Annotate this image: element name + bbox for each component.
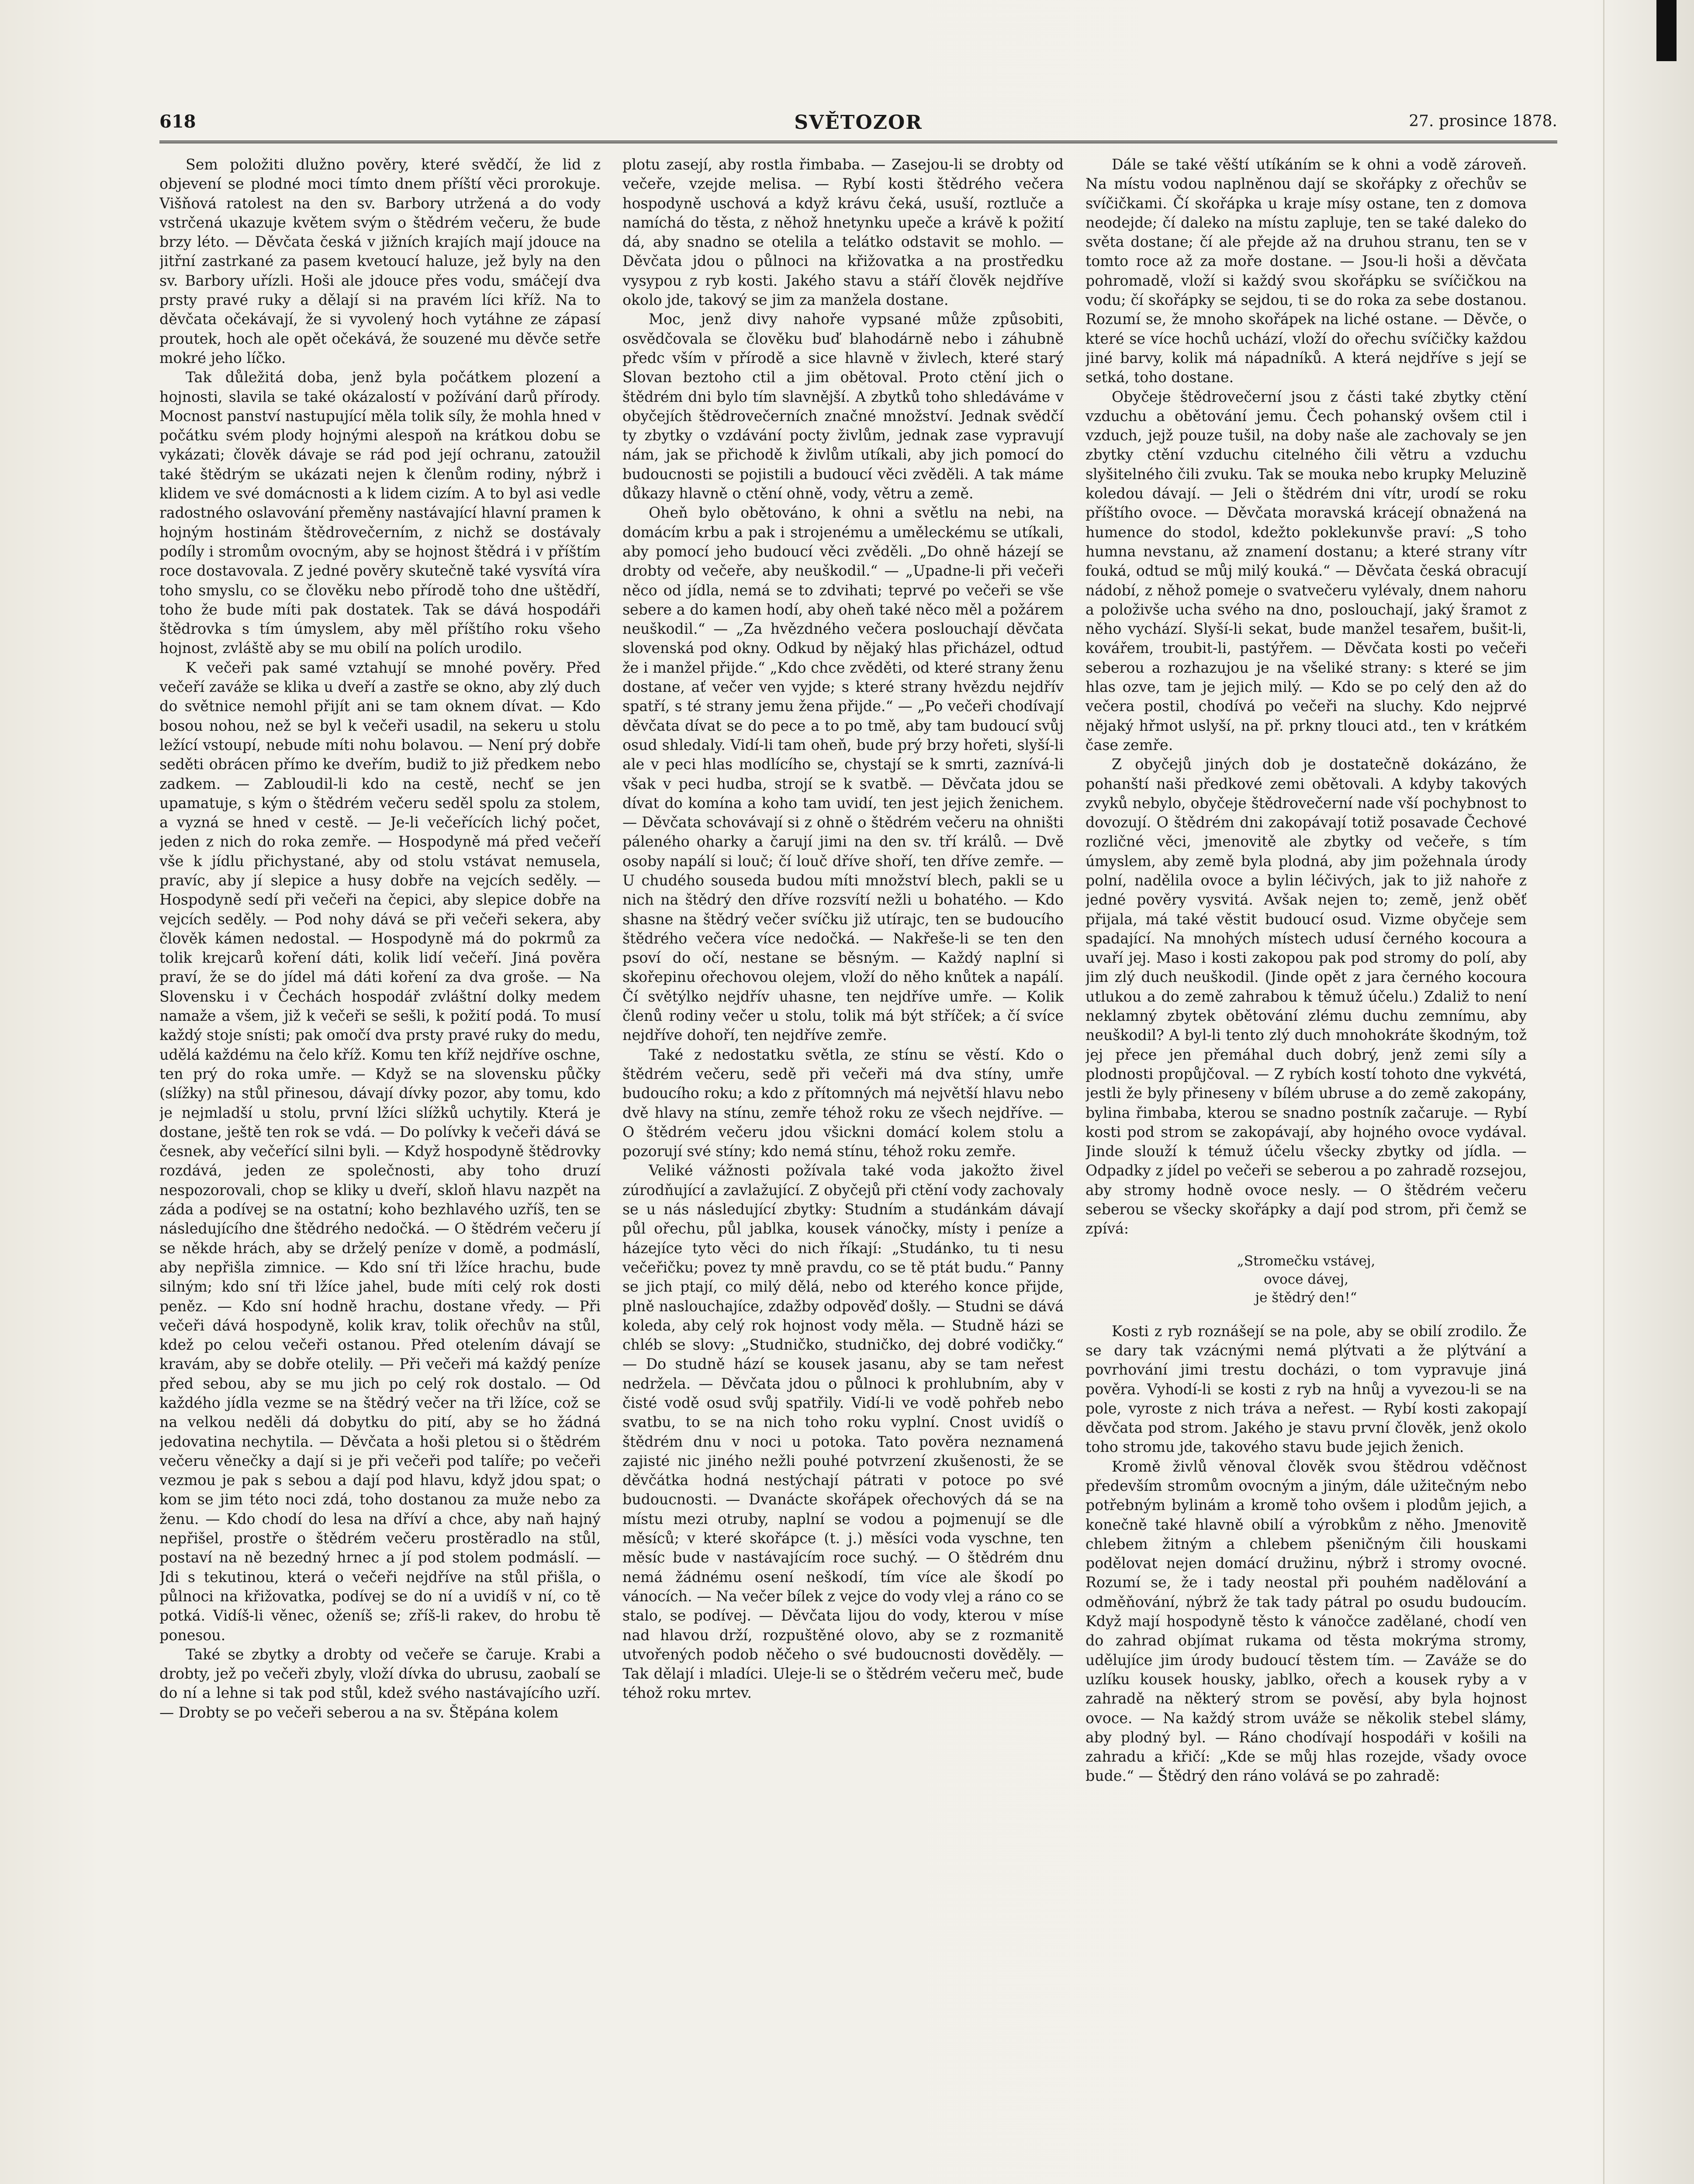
paragraph: Kromě živlů věnoval člověk svou štědrou vděčnost především stromům ovocným a jiným, dále užitečným nebo potřebným bylinám a kromě toho ovšem i plodům jejich, a konečně také hlavně obilí a výrobkům z něho. Jmenovitě chlebem žitným a chlebem pšeničným čili houskami podělovat nejen domácí družinu, nýbrž i stromy ovocné. Rozumí se, že i tady neostal při pouhém nadělování a odměňování, nýbrž že tak tady pátral po osudu budoucím. Když mají hospodyně těsto k vánočce zadělané, chodí ven do zahrad objímat rukama od těsta mokrýma stromy, udělujíce jim úrody budoucí těstem tím. — Zaváže se do uzlíku kousek housky, jablko, ořech a kousek ryby a v zahradě na některý strom se pověsí, aby byla hojnost ovoce. — Na každý strom uváže se několik stebel slámy, aby plodný byl. — Ráno chodívají hospodáři v košili na zahradu a křičí: „Kde se můj hlas rozejde, všady ovoce bude.“ — Štědrý den ráno volává se po zahradě: (1086, 1458, 1527, 1785)
verse-line: ovoce dávej, (1263, 1271, 1349, 1287)
paragraph: Z obyčejů jiných dob je dostatečně dokázáno, že pohanští naši předkové zemi obětovali. A kdyby takových zvyků nebylo, obyčeje štědrovečerní nade vší pochybnost to dovozují. O štědrém dni zakopávají totiž posavade Čechové rozličné věci, jmenovitě ale zbytky od večeře, s tím úmyslem, aby země byla plodná, aby jim požehnala úrody polní, nadělila ovoce a bylin léčivých, jak to již nahoře z jedné pověry vysvitá. Avšak nejen to; země, jenž oběť přijala, má také věstit budoucí osud. Vizme obyčeje sem spadající. Na mnohých místech udusí černého kocoura a uvaří jej. Maso i kosti zakopou pak pod stromy do polí, aby jim zlý duch neuškodil. (Jinde opět z jara černého kocoura utlukou a do země zahrabou k těmuž účelu.) Zdaliž to není neklamný zbytek obětování zlému duchu zemnímu, aby neuškodil? A byl-li tento zlý duch mnohokráte škodným, tož jej přece jen přemáhal duch dobrý, jenž zemi síly a plodnosti propůjčoval. — Z rybích kostí tohoto dne vykvétá, jestli že byly přineseny v bílém ubruse a do země zakopány, bylina řimbaba, kterou se snadno postník začaruje. — Rybí kosti pod strom se zakopávají, aby hojného ovoce vydával. Jinde slouží k témuž účelu všecky zbytky od jídla. — Odpadky z jídel po večeři se seberou a po zahradě rozsejou, aby stromy hodně ovoce nesly. — O štědrém večeru seberou se všecky skořápky a dají pod strom, při čemž se zpívá: (1086, 756, 1527, 1237)
verse-line: „Stromečku vstávej, (1237, 1253, 1376, 1269)
scan-marker (1656, 0, 1677, 61)
journal-title: SVĚTOZOR (794, 111, 923, 134)
paragraph: Také se zbytky a drobty od večeře se čaruje. Krabi a drobty, jež po večeři zbyly, vloží dívka do ubrusu, zaobalí se do ní a lehne si tak pod stůl, kdež svého nastávajícího uzří. — Drobty se po večeři seberou a na sv. Štěpána kolem (159, 1645, 601, 1721)
paragraph: Dále se také věští utíkáním se k ohni a vodě zároveň. Na místu vodou naplněnou dají se skořápky z ořechův se svíčičkami. Čí skořápka u kraje mísy ostane, ten z domova neodejde; čí daleko na místu zapluje, ten se také daleko do světa dostane; čí ale přejde až na druhou stranu, ten se v tomto roce až za moře dostane. — Jsou-li hoši a děvčata pohromadě, vloží si každý svou skořápku se svíčičkou na vodu; čí skořápky se sejdou, ti se do roka za sebe dostanou. Rozumí se, že mnoho skořápek na liché ostane. — Děvče, o které se více hochů uchází, vloží do ořechu svíčičky každou jiné barvy, kolik má nápadníků. A která nejdříve s její se setká, toho dostane. (1086, 156, 1527, 386)
paragraph: Moc, jenž divy nahoře vypsané může způsobiti, osvědčovala se člověku buď blahodárně nebo i záhubně předc vším v přírodě a sice hlavně v živlech, které starý Slovan beztoho ctil a jim obětoval. Proto ctění jich o štědrém dni bylo tím slavnější. A zbytků toho shledáváme v obyčejích štědrovečerních značné množství. Jednak svědčí ty zbytky o vzdávání pocty živlům, jednak zase vypravují nám, jak se přichodě k živlům utíkali, aby jich pomocí do budoucnosti se pojistili a budoucí věci zvěděli. A tak máme důkazy hlavně o ctění ohně, vody, větru a země. (622, 311, 1064, 502)
song-verse (1086, 1252, 1527, 1307)
paragraph: Sem položiti dlužno pověry, které svědčí, že lid z objevení se plodné moci tímto dnem příští věci prorokuje. Višňová ratolest na den sv. Barbory utržená a do vody vstrčená ukazuje květem svým o štědrém večeru, že bude brzy léto. — Děvčata česká v jižních krajích mají jdouce na jitřní zastrkané za pasem kvetoucí haluze, jež byly na den sv. Barbory uřízli. Hoši ale jdouce přes vodu, smáčejí dva prsty pravé ruky a dělají si na pravém líci kříž. Na to děvčata očekávají, že si vyvolený hoch vytáhne ze zápasí proutek, hoch ale opět očekává, že souzené mu děvče setře mokré jeho líčko. (159, 156, 601, 366)
paragraph: Veliké vážnosti požívala také voda jakožto živel zúrodňující a zavlažující. Z obyčejů při ctění vody zachovaly se u nás následující zbytky: Studním a studánkám dávají půl ořechu, půl jablka, kousek vánočky, místy i peníze a házejíce tyto věci do nich říkají: „Studánko, tu ti nesu večeřičku; povez ty mně pravdu, co se tě ptát budu.“ Panny se jich ptají, co milý dělá, nebo od kterého konce přijde, plně naslouchajíce, zdažby odpověď došly. — Studni se dává koleda, aby celý rok hojnost vody měla. — Studně házi se chléb se slovy: „Studničko, studničko, dej dobré vodičky.“ — Do studně hází se kousek jasanu, aby se tam neřest nedržela. — Děvčata jdou o půlnoci k prohlubním, aby v čisté vodě osud svůj spatřily. Vidí-li ve vodě pohřeb nebo svatbu, to se na nich toho roku vyplní. Cnost uvidíš o štědrém dnu v noci u potoka. Tato pověra neznamená zajisté nic jiného nežli pouhé potvrzení zkušenosti, že se děvčátka hodná nestýchají pátrati v potoce po své budoucnosti. — Dvanácte skořápek ořechových dá se na místu mezi otruby, naplní se vodou a pojmenují se dle měsíců; v které skořápce (t. j.) měsíci voda vyschne, ten měsíc bude v nastávajícím roce suchý. — O štědrém dnu nemá žádnému osení neškodí, tím více ale škodí po vánocích. — Na večer bílek z vejce do vody vlej a ráno co se stalo, se podívej. — Děvčata lijou do vody, kterou v míse nad hlavou drží, rozpuštěné olovo, aby se z rozmanitě utvořených podob něčeho o své budoucnosti dověděly. — Tak dělají i mladíci. Uleje-li se o štědrém večeru meč, bude téhož roku mrtev. (622, 1162, 1064, 1702)
paragraph: Oheň bylo obětováno, k ohni a světlu na nebi, na domácím krbu a pak i strojenému a uměleckému se utíkali, aby pomocí jeho budoucí věci zvěděli. „Do ohně házejí se drobty od večeře, aby neuškodil.“ — „Upadne-li při večeři něco od jídla, nemá se to zdvihati; teprvé po večeři se vše sebere a do kamen hodí, aby oheň také něco měl a požárem neuškodil.“ — „Za hvězdného večera poslouchají děvčata slovenská pod okny. Odkud by nějaký hlas přicházel, odtud že i manžel přijde.“ „Kdo chce zvěděti, od které strany ženu dostane, ať večer ven vyjde; s které strany hvězdu nejdřív spatří, s té strany jemu žena přijde.“ — „Po večeři chodívají děvčata dívat se do pece a to po tmě, aby tam budoucí svůj osud shledaly. Vidí-li tam oheň, bude prý brzy hořeti, slyší-li ale v peci hlas modlícího se, chystají se k smrti, zaznívá-li však v peci hudba, strojí se k svatbě. — Děvčata jdou se dívat do komína a koho tam uvidí, ten jest jejich ženichem. — Děvčata schovávají si z ohně o štědrém večeru na ohništi páleného oharky a čarují jimi na den sv. tří králů. — Dvě osoby napálí si louč; čí louč dříve shoří, ten dříve zemře. — U chudého souseda budou míti množství blech, pakli se u nich na štědrý den dříve rozsvítí nežli u bohatého. — Kdo shasne na štědrý večer svíčku již utírajc, ten se budoucího štědrého večera více nedočká. — Nakřeše-li se ten den psoví do očí, nestane se běsným. — Každý naplní si skořepinu ořechovou olejem, vloží do něho knůtek a napálí. Čí světýlko nejdřív uhasne, ten nejdříve umře. — Kolik členů rodiny večer u stolu, tolik má být stříček; a čí svíce nejdříve dohoří, ten nejdříve zemře. (622, 504, 1064, 1044)
paragraph: Také z nedostatku světla, ze stínu se věstí. Kdo o štědrém večeru, sedě při večeři má dva stíny, umře budoucího roku; a kdo z přítomných má největší hlavu nebo dvě hlavy na stínu, zemře téhož roku ze všech nejdříve. — O štědrém večeru jdou všickni domácí kolem stolu a pozorují své stíny; kdo nemá stínu, téhož roku zemře. (622, 1046, 1064, 1160)
column-1 (159, 155, 601, 2184)
paragraph: Tak důležitá doba, jenž byla počátkem plození a hojnosti, slavila se také okázalostí v požívání darů přírody. Mocnost panství nastupující měla tolik síly, že mohla hned v počátku svém plody hojnými alespoň na krátkou dobu se vykázati; člověk dávaje se rád pod její ochranu, zatoužil také štědrým se ukázati nejen k členům rodiny, nýbrž i klidem ve své domácnosti a k lidem cizím. A to byl asi vedle radostného oslavování přeměny nastávající hlavní pramen k hojným hostinám štědrovečerním, z nichž se dostávaly podíly i stromům ovocným, aby se hojnost štědrá i v příštím roce dostavovala. Z jedné pověry skutečně také vysvítá víra toho smyslu, co se člověku nebo přírodě toho dne uštědří, toho že bude míti pak dostatek. Tak se dává hospodáři štědrovka s tím úmyslem, aby měl příštího roku všeho hojnost, zvláště aby se mu obilí na polích urodilo. (159, 369, 601, 657)
page-header (159, 111, 1557, 138)
paragraph: Kosti z ryb roznášejí se na pole, aby se obilí zrodilo. Že se dary tak vzácnými nemá plýtvati a že plýtvání a povrhování jimi trestu docházi, o tom vypravuje jiná pověra. Vyhodí-li se kosti z ryb na hnůj a vyvezou-li se na pole, vyroste z nich tráva a neřest. — Rybí kosti zakopají děvčata pod strom. Jakého je stavu první člověk, jenž okolo toho stromu jde, takového stavu bude jejich ženich. (1086, 1322, 1527, 1456)
page-number: 618 (159, 111, 196, 132)
column-2 (622, 155, 1064, 2184)
paragraph: K večeři pak samé vztahují se mnohé pověry. Před večeří zaváže se klika u dveří a zastře se okno, aby zlý duch do světnice nemohl přijít ani se tam oknem dívat. — Kdo bosou nohou, než se byl k večeři usadil, na sekeru u stolu ležící vstoupí, nebude míti nohu bolavou. — Není prý dobře seděti obrácen přímo ke dveřím, budiž to již předkem nebo zadkem. — Zabloudil-li kdo na cestě, nechť se jen upamatuje, s kým o štědrém večeru seděl spolu za stolem, a vyzná se hned v cestě. — Je-li večeřících lichý počet, jeden z nich do roka zemře. — Hospodyně má před večeří vše k jídlu přichystané, aby od stolu vstávat nemusela, pravíc, aby jí slepice a husy dobře na vejcích seděly. — Hospodyně sedí při večeři na čepici, aby slepice dobře na vejcích seděly. — Pod nohy dává se při večeři sekera, aby člověk kámen nedostal. — Hospodyně má do pokrmů za tolik krejcarů koření dáti, kolik lidí večeří. Jiná pověra praví, že se do jídel má dáti koření za dva groše. — Na Slovensku i v Čechách hospodář zvláštní dolky medem namaže a všem, již k večeři se sešli, k požití podá. To musí každý stoje snísti; pak omočí dva prsty pravé ruky do medu, udělá každému na čelo kříž. Komu ten kříž nejdříve oschne, ten prý do roka umře. — Když se na slovensku půčky (slížky) na stůl přinesou, dávají dívky pozor, aby tomu, kdo je nejmladší u stolu, první lžíci slížků uchytily. Která je dostane, ještě ten rok se vdá. — Do polívky k večeři dává se česnek, aby večeřící silni byli. — Když hospodyně štědrovky rozdává, jeden ze společnosti, aby toho druzí nespozorovali, chop se kliky u dveří, skloň hlavu nazpět na záda a podívej se na ostatní; koho bezhlavého uzříš, ten se následujícího dne štědrého nedočká. — O štědrém večeru jí se někde hrách, aby se drželý peníze v domě, a podmáslí, aby nepřišla zimnice. — Kdo sní tři lžíce hrachu, bude silným; kdo sní tři lžíce jahel, bude míti celý rok dosti peněz. — Kdo sní hodně hrachu, dostane vředy. — Při večeři dává hospodyně, kolik krav, tolik ořechův na stůl, kdež po celou večeři ostanou. Před otelením dávají se kravám, aby se dobře otelily. — Při večeři má každý peníze před sebou, aby se mu jich po celý rok dostalo. — Od každého jídla vezme se na štědrý večer na tři lžíce, což se na velkou neděli dá dobytku do pití, aby se ho žádná jedovatina nechytila. — Děvčata a hoši pletou si o štědrém večeru věnečky a dají si je při večeři pod talíře; po večeři vezmou je pak s sebou a dají pod hlavu, když jdou spat; o kom se jim této noci zdá, toho dostanou za muže nebo za ženu. — Kdo chodí do lesa na dříví a chce, aby naň hajný nepřišel, prostře o štědrém večeru prostěradlo na stůl, postaví na ně bezedný hrnec a jí pod stolem podmáslí. — Jdi s tekutinou, která o večeři nejdříve na stůl přišla, o půlnoci na křižovatka, podívej se do ní a uvidíš v ní, co tě potká. Vidíš-li věnec, oženíš se; zříš-li rakev, do hrobu tě ponesou. (159, 659, 601, 1644)
verse-line: je štědrý den!“ (1255, 1289, 1357, 1306)
paragraph: plotu zasejí, aby rostla řimbaba. — Zasejou-li se drobty od večeře, vzejde melisa. — Rybí kosti štědrého večera hospodyně uschová a když krávu čeká, usuší, roztluče a namíchá do těsta, z něhož hnetynku upeče a krávě k požití dá, aby snadno se otelila a telátko odstavit se mohlo. — Děvčata jdou o půlnoci na křižovatka a na prostředku vysypou z ryb kosti. Jakého stavu a stáří člověk nejdříve okolo jde, takový se jim za manžela dostane. (622, 156, 1064, 309)
paragraph: Obyčeje štědrovečerní jsou z části také zbytky ctění vzduchu a obětování jemu. Čech pohanský ovšem ctil i vzduch, jejž pouze tušil, na doby naše ale zachovaly se jen zbytky ctění vzduchu citelného čili větru a vzduchu slyšitelného čili zvuku. Tak se mouka nebo krupky Meluzině koledou dávají. — Jeli o štědrém dni vítr, urodí se roku příštího ovoce. — Děvčata moravská krácejí obnažená na humence do stodol, kdežto poklekunvše praví: „S toho humna nevstanu, až znamení dostanu; a které strany vítr fouká, odtud se můj milý kouká.“ — Děvčata česká obracují nádobí, z něhož pomeje o svatvečeru vylévaly, dnem nahoru a položivše ucha svého na dno, poslouchají, jaký šramot z něho vychází. Slyší-li sekat, bude manžel tesařem, bušit-li, kovářem, troubit-li, pastýřem. — Děvčata kosti po večeři seberou a rozhazujou je na všeliké strany: s které se jim hlas ozve, tam je jejich milý. — Kdo se po celý den až do večera postil, chodívá po večeři na sluchy. Kdo nejprvé nějaký hřmot uslyší, na př. prkny tlouci atd., ten v krátkém čase zemře. (1086, 388, 1527, 753)
issue-date: 27. prosince 1878. (1409, 112, 1557, 130)
column-3 (1086, 155, 1527, 2184)
page-edge-line (1603, 0, 1604, 2184)
header-rule (159, 141, 1557, 143)
